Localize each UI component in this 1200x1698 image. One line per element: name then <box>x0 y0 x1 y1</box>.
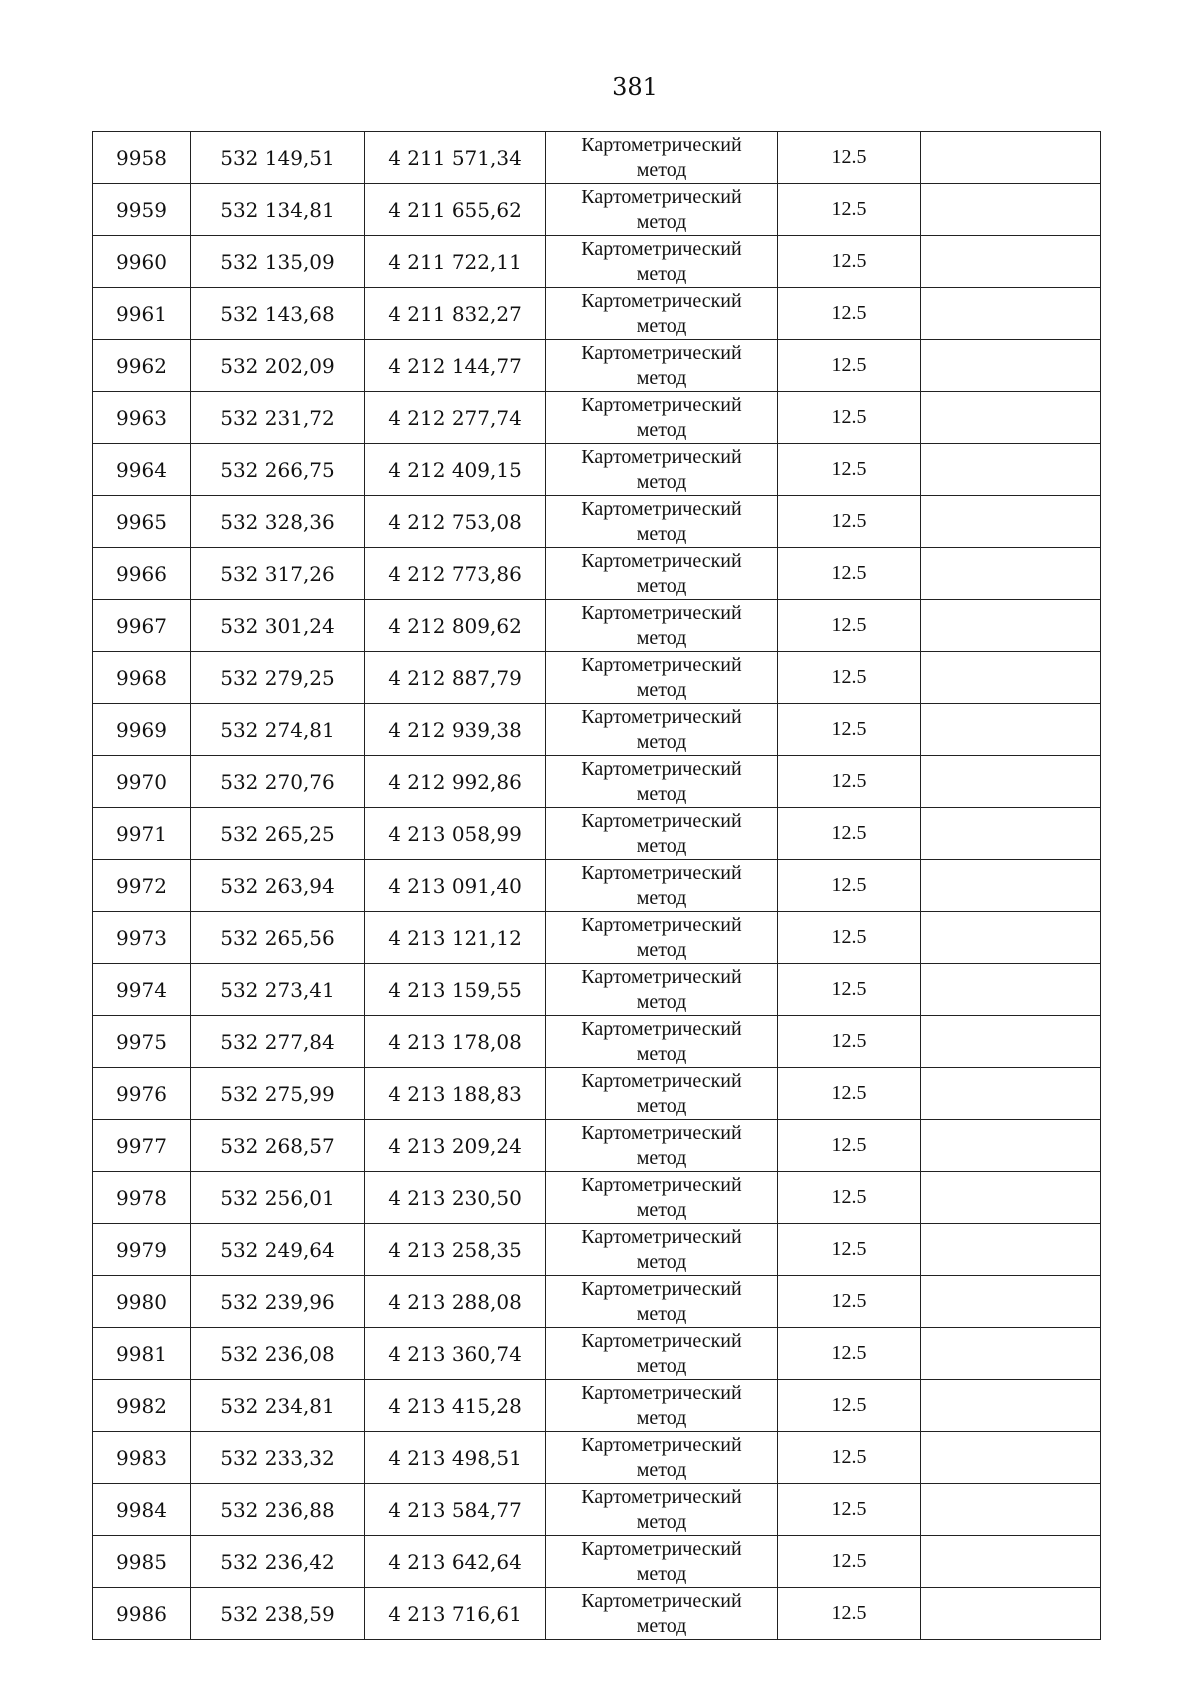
point-number-cell: 9958 <box>93 132 191 184</box>
note-cell <box>921 1536 1101 1588</box>
y-coordinate-cell: 4 213 498,51 <box>365 1432 546 1484</box>
note-cell <box>921 288 1101 340</box>
note-cell <box>921 964 1101 1016</box>
point-number-cell: 9981 <box>93 1328 191 1380</box>
method-cell <box>546 1172 778 1224</box>
table-row <box>93 600 1101 652</box>
table-row <box>93 1536 1101 1588</box>
method-line-1: Картометрический <box>581 289 742 312</box>
method-line-1: Картометрический <box>581 809 742 832</box>
table-row <box>93 808 1101 860</box>
y-coordinate-cell: 4 213 230,50 <box>365 1172 546 1224</box>
point-number-cell: 9962 <box>93 340 191 392</box>
y-coordinate-cell: 4 212 144,77 <box>365 340 546 392</box>
accuracy-cell: 12.5 <box>778 704 921 756</box>
method-cell <box>546 392 778 444</box>
y-coordinate-cell: 4 211 571,34 <box>365 132 546 184</box>
point-number-cell: 9980 <box>93 1276 191 1328</box>
method-line-2: метод <box>636 262 687 285</box>
table-row <box>93 236 1101 288</box>
x-coordinate-cell: 532 143,68 <box>191 288 365 340</box>
point-number-cell: 9960 <box>93 236 191 288</box>
note-cell <box>921 1068 1101 1120</box>
x-coordinate-cell: 532 270,76 <box>191 756 365 808</box>
x-coordinate-cell: 532 275,99 <box>191 1068 365 1120</box>
method-line-1: Картометрический <box>581 653 742 676</box>
accuracy-cell: 12.5 <box>778 1120 921 1172</box>
method-line-2: метод <box>636 730 687 753</box>
y-coordinate-cell: 4 212 809,62 <box>365 600 546 652</box>
note-cell <box>921 860 1101 912</box>
point-number-cell: 9986 <box>93 1588 191 1640</box>
x-coordinate-cell: 532 239,96 <box>191 1276 365 1328</box>
point-number-cell: 9969 <box>93 704 191 756</box>
y-coordinate-cell: 4 213 091,40 <box>365 860 546 912</box>
y-coordinate-cell: 4 212 277,74 <box>365 392 546 444</box>
x-coordinate-cell: 532 268,57 <box>191 1120 365 1172</box>
method-cell <box>546 288 778 340</box>
y-coordinate-cell: 4 213 178,08 <box>365 1016 546 1068</box>
method-line-1: Картометрический <box>581 757 742 780</box>
table-row <box>93 1120 1101 1172</box>
method-line-2: метод <box>636 1458 687 1481</box>
coordinates-table <box>92 131 1101 1640</box>
accuracy-cell: 12.5 <box>778 1224 921 1276</box>
accuracy-cell: 12.5 <box>778 808 921 860</box>
table-row <box>93 652 1101 704</box>
note-cell <box>921 1016 1101 1068</box>
x-coordinate-cell: 532 279,25 <box>191 652 365 704</box>
method-cell <box>546 132 778 184</box>
accuracy-cell: 12.5 <box>778 496 921 548</box>
note-cell <box>921 1588 1101 1640</box>
method-line-2: метод <box>636 1250 687 1273</box>
y-coordinate-cell: 4 213 159,55 <box>365 964 546 1016</box>
note-cell <box>921 704 1101 756</box>
x-coordinate-cell: 532 263,94 <box>191 860 365 912</box>
x-coordinate-cell: 532 238,59 <box>191 1588 365 1640</box>
point-number-cell: 9970 <box>93 756 191 808</box>
accuracy-cell: 12.5 <box>778 1068 921 1120</box>
method-line-2: метод <box>636 158 687 181</box>
y-coordinate-cell: 4 212 773,86 <box>365 548 546 600</box>
method-line-1: Картометрический <box>581 1277 742 1300</box>
method-cell <box>546 860 778 912</box>
x-coordinate-cell: 532 301,24 <box>191 600 365 652</box>
accuracy-cell: 12.5 <box>778 548 921 600</box>
y-coordinate-cell: 4 212 753,08 <box>365 496 546 548</box>
x-coordinate-cell: 532 236,88 <box>191 1484 365 1536</box>
method-line-1: Картометрический <box>581 445 742 468</box>
page-number: 381 <box>612 73 658 101</box>
point-number-cell: 9966 <box>93 548 191 600</box>
method-line-1: Картометрический <box>581 237 742 260</box>
method-line-1: Картометрический <box>581 549 742 572</box>
method-cell <box>546 600 778 652</box>
table-row <box>93 1016 1101 1068</box>
y-coordinate-cell: 4 213 360,74 <box>365 1328 546 1380</box>
method-cell <box>546 756 778 808</box>
point-number-cell: 9976 <box>93 1068 191 1120</box>
method-line-2: метод <box>636 1302 687 1325</box>
note-cell <box>921 652 1101 704</box>
table-row <box>93 1484 1101 1536</box>
method-cell <box>546 1328 778 1380</box>
note-cell <box>921 600 1101 652</box>
accuracy-cell: 12.5 <box>778 1276 921 1328</box>
y-coordinate-cell: 4 211 655,62 <box>365 184 546 236</box>
method-line-2: метод <box>636 1614 687 1637</box>
note-cell <box>921 1432 1101 1484</box>
note-cell <box>921 548 1101 600</box>
accuracy-cell: 12.5 <box>778 1536 921 1588</box>
x-coordinate-cell: 532 274,81 <box>191 704 365 756</box>
method-line-1: Картометрический <box>581 133 742 156</box>
point-number-cell: 9963 <box>93 392 191 444</box>
note-cell <box>921 1380 1101 1432</box>
method-line-1: Картометрический <box>581 341 742 364</box>
method-cell <box>546 496 778 548</box>
x-coordinate-cell: 532 249,64 <box>191 1224 365 1276</box>
method-cell <box>546 964 778 1016</box>
point-number-cell: 9964 <box>93 444 191 496</box>
note-cell <box>921 392 1101 444</box>
method-line-1: Картометрический <box>581 705 742 728</box>
method-line-1: Картометрический <box>581 1381 742 1404</box>
method-line-2: метод <box>636 210 687 233</box>
method-line-2: метод <box>636 366 687 389</box>
accuracy-cell: 12.5 <box>778 1588 921 1640</box>
method-line-1: Картометрический <box>581 1069 742 1092</box>
note-cell <box>921 184 1101 236</box>
x-coordinate-cell: 532 265,25 <box>191 808 365 860</box>
method-line-1: Картометрический <box>581 1173 742 1196</box>
accuracy-cell: 12.5 <box>778 132 921 184</box>
x-coordinate-cell: 532 149,51 <box>191 132 365 184</box>
table-row <box>93 288 1101 340</box>
accuracy-cell: 12.5 <box>778 1432 921 1484</box>
y-coordinate-cell: 4 213 058,99 <box>365 808 546 860</box>
method-cell <box>546 1432 778 1484</box>
point-number-cell: 9967 <box>93 600 191 652</box>
point-number-cell: 9961 <box>93 288 191 340</box>
table-row <box>93 444 1101 496</box>
table-row <box>93 1328 1101 1380</box>
method-line-2: метод <box>636 574 687 597</box>
table-row <box>93 1224 1101 1276</box>
accuracy-cell: 12.5 <box>778 288 921 340</box>
note-cell <box>921 132 1101 184</box>
x-coordinate-cell: 532 256,01 <box>191 1172 365 1224</box>
accuracy-cell: 12.5 <box>778 964 921 1016</box>
method-line-1: Картометрический <box>581 913 742 936</box>
note-cell <box>921 340 1101 392</box>
note-cell <box>921 1172 1101 1224</box>
point-number-cell: 9978 <box>93 1172 191 1224</box>
method-cell <box>546 808 778 860</box>
accuracy-cell: 12.5 <box>778 184 921 236</box>
y-coordinate-cell: 4 212 939,38 <box>365 704 546 756</box>
point-number-cell: 9984 <box>93 1484 191 1536</box>
x-coordinate-cell: 532 134,81 <box>191 184 365 236</box>
table-row <box>93 964 1101 1016</box>
y-coordinate-cell: 4 213 288,08 <box>365 1276 546 1328</box>
y-coordinate-cell: 4 212 992,86 <box>365 756 546 808</box>
y-coordinate-cell: 4 212 409,15 <box>365 444 546 496</box>
method-line-2: метод <box>636 1198 687 1221</box>
y-coordinate-cell: 4 213 584,77 <box>365 1484 546 1536</box>
point-number-cell: 9968 <box>93 652 191 704</box>
method-cell <box>546 548 778 600</box>
table-row <box>93 1588 1101 1640</box>
method-line-1: Картометрический <box>581 965 742 988</box>
method-line-1: Картометрический <box>581 1433 742 1456</box>
method-cell <box>546 184 778 236</box>
method-cell <box>546 704 778 756</box>
note-cell <box>921 496 1101 548</box>
method-line-1: Картометрический <box>581 1225 742 1248</box>
y-coordinate-cell: 4 213 716,61 <box>365 1588 546 1640</box>
method-line-1: Картометрический <box>581 861 742 884</box>
point-number-cell: 9965 <box>93 496 191 548</box>
x-coordinate-cell: 532 317,26 <box>191 548 365 600</box>
accuracy-cell: 12.5 <box>778 1172 921 1224</box>
method-line-1: Картометрический <box>581 1485 742 1508</box>
x-coordinate-cell: 532 236,08 <box>191 1328 365 1380</box>
table-row <box>93 1068 1101 1120</box>
method-cell <box>546 1224 778 1276</box>
x-coordinate-cell: 532 135,09 <box>191 236 365 288</box>
method-line-1: Картометрический <box>581 393 742 416</box>
method-line-2: метод <box>636 1562 687 1585</box>
accuracy-cell: 12.5 <box>778 444 921 496</box>
method-line-2: метод <box>636 990 687 1013</box>
note-cell <box>921 1120 1101 1172</box>
table-row <box>93 340 1101 392</box>
method-cell <box>546 1588 778 1640</box>
method-cell <box>546 1484 778 1536</box>
accuracy-cell: 12.5 <box>778 600 921 652</box>
point-number-cell: 9979 <box>93 1224 191 1276</box>
accuracy-cell: 12.5 <box>778 1016 921 1068</box>
accuracy-cell: 12.5 <box>778 340 921 392</box>
point-number-cell: 9983 <box>93 1432 191 1484</box>
method-line-1: Картометрический <box>581 601 742 624</box>
method-line-2: метод <box>636 1146 687 1169</box>
method-line-2: метод <box>636 938 687 961</box>
point-number-cell: 9973 <box>93 912 191 964</box>
x-coordinate-cell: 532 265,56 <box>191 912 365 964</box>
method-line-2: метод <box>636 1354 687 1377</box>
note-cell <box>921 912 1101 964</box>
note-cell <box>921 236 1101 288</box>
method-cell <box>546 1380 778 1432</box>
table-row <box>93 756 1101 808</box>
method-line-2: метод <box>636 470 687 493</box>
y-coordinate-cell: 4 213 258,35 <box>365 1224 546 1276</box>
y-coordinate-cell: 4 213 642,64 <box>365 1536 546 1588</box>
note-cell <box>921 756 1101 808</box>
method-cell <box>546 1536 778 1588</box>
accuracy-cell: 12.5 <box>778 392 921 444</box>
point-number-cell: 9982 <box>93 1380 191 1432</box>
y-coordinate-cell: 4 213 209,24 <box>365 1120 546 1172</box>
table-row <box>93 1432 1101 1484</box>
method-line-2: метод <box>636 418 687 441</box>
method-line-2: метод <box>636 834 687 857</box>
table-row <box>93 912 1101 964</box>
note-cell <box>921 1224 1101 1276</box>
method-line-1: Картометрический <box>581 1537 742 1560</box>
point-number-cell: 9974 <box>93 964 191 1016</box>
x-coordinate-cell: 532 266,75 <box>191 444 365 496</box>
table-row <box>93 1172 1101 1224</box>
method-cell <box>546 444 778 496</box>
x-coordinate-cell: 532 277,84 <box>191 1016 365 1068</box>
x-coordinate-cell: 532 273,41 <box>191 964 365 1016</box>
method-cell <box>546 912 778 964</box>
point-number-cell: 9971 <box>93 808 191 860</box>
x-coordinate-cell: 532 328,36 <box>191 496 365 548</box>
x-coordinate-cell: 532 231,72 <box>191 392 365 444</box>
note-cell <box>921 808 1101 860</box>
method-cell <box>546 1276 778 1328</box>
method-line-1: Картометрический <box>581 185 742 208</box>
y-coordinate-cell: 4 213 121,12 <box>365 912 546 964</box>
method-line-2: метод <box>636 1406 687 1429</box>
y-coordinate-cell: 4 211 832,27 <box>365 288 546 340</box>
table-row <box>93 184 1101 236</box>
point-number-cell: 9985 <box>93 1536 191 1588</box>
method-cell <box>546 236 778 288</box>
method-line-2: метод <box>636 1510 687 1533</box>
y-coordinate-cell: 4 213 188,83 <box>365 1068 546 1120</box>
point-number-cell: 9975 <box>93 1016 191 1068</box>
point-number-cell: 9959 <box>93 184 191 236</box>
accuracy-cell: 12.5 <box>778 1484 921 1536</box>
method-line-1: Картометрический <box>581 1589 742 1612</box>
note-cell <box>921 1484 1101 1536</box>
table-row <box>93 132 1101 184</box>
x-coordinate-cell: 532 234,81 <box>191 1380 365 1432</box>
accuracy-cell: 12.5 <box>778 912 921 964</box>
method-line-1: Картометрический <box>581 1329 742 1352</box>
method-line-2: метод <box>636 314 687 337</box>
x-coordinate-cell: 532 236,42 <box>191 1536 365 1588</box>
accuracy-cell: 12.5 <box>778 860 921 912</box>
y-coordinate-cell: 4 213 415,28 <box>365 1380 546 1432</box>
table-row <box>93 704 1101 756</box>
coordinates-table-body <box>93 132 1101 1640</box>
x-coordinate-cell: 532 233,32 <box>191 1432 365 1484</box>
accuracy-cell: 12.5 <box>778 236 921 288</box>
y-coordinate-cell: 4 211 722,11 <box>365 236 546 288</box>
accuracy-cell: 12.5 <box>778 1380 921 1432</box>
note-cell <box>921 1328 1101 1380</box>
point-number-cell: 9977 <box>93 1120 191 1172</box>
point-number-cell: 9972 <box>93 860 191 912</box>
table-row <box>93 860 1101 912</box>
method-line-2: метод <box>636 886 687 909</box>
y-coordinate-cell: 4 212 887,79 <box>365 652 546 704</box>
method-line-2: метод <box>636 522 687 545</box>
table-row <box>93 548 1101 600</box>
method-line-1: Картометрический <box>581 497 742 520</box>
method-cell <box>546 1016 778 1068</box>
table-row <box>93 392 1101 444</box>
table-row <box>93 1380 1101 1432</box>
method-cell <box>546 1068 778 1120</box>
method-cell <box>546 652 778 704</box>
method-cell <box>546 340 778 392</box>
accuracy-cell: 12.5 <box>778 652 921 704</box>
method-line-2: метод <box>636 678 687 701</box>
note-cell <box>921 1276 1101 1328</box>
method-line-1: Картометрический <box>581 1121 742 1144</box>
method-line-2: метод <box>636 782 687 805</box>
x-coordinate-cell: 532 202,09 <box>191 340 365 392</box>
method-line-2: метод <box>636 1094 687 1117</box>
method-line-2: метод <box>636 626 687 649</box>
method-line-1: Картометрический <box>581 1017 742 1040</box>
table-row <box>93 1276 1101 1328</box>
accuracy-cell: 12.5 <box>778 756 921 808</box>
method-cell <box>546 1120 778 1172</box>
note-cell <box>921 444 1101 496</box>
accuracy-cell: 12.5 <box>778 1328 921 1380</box>
method-line-2: метод <box>636 1042 687 1065</box>
table-row <box>93 496 1101 548</box>
